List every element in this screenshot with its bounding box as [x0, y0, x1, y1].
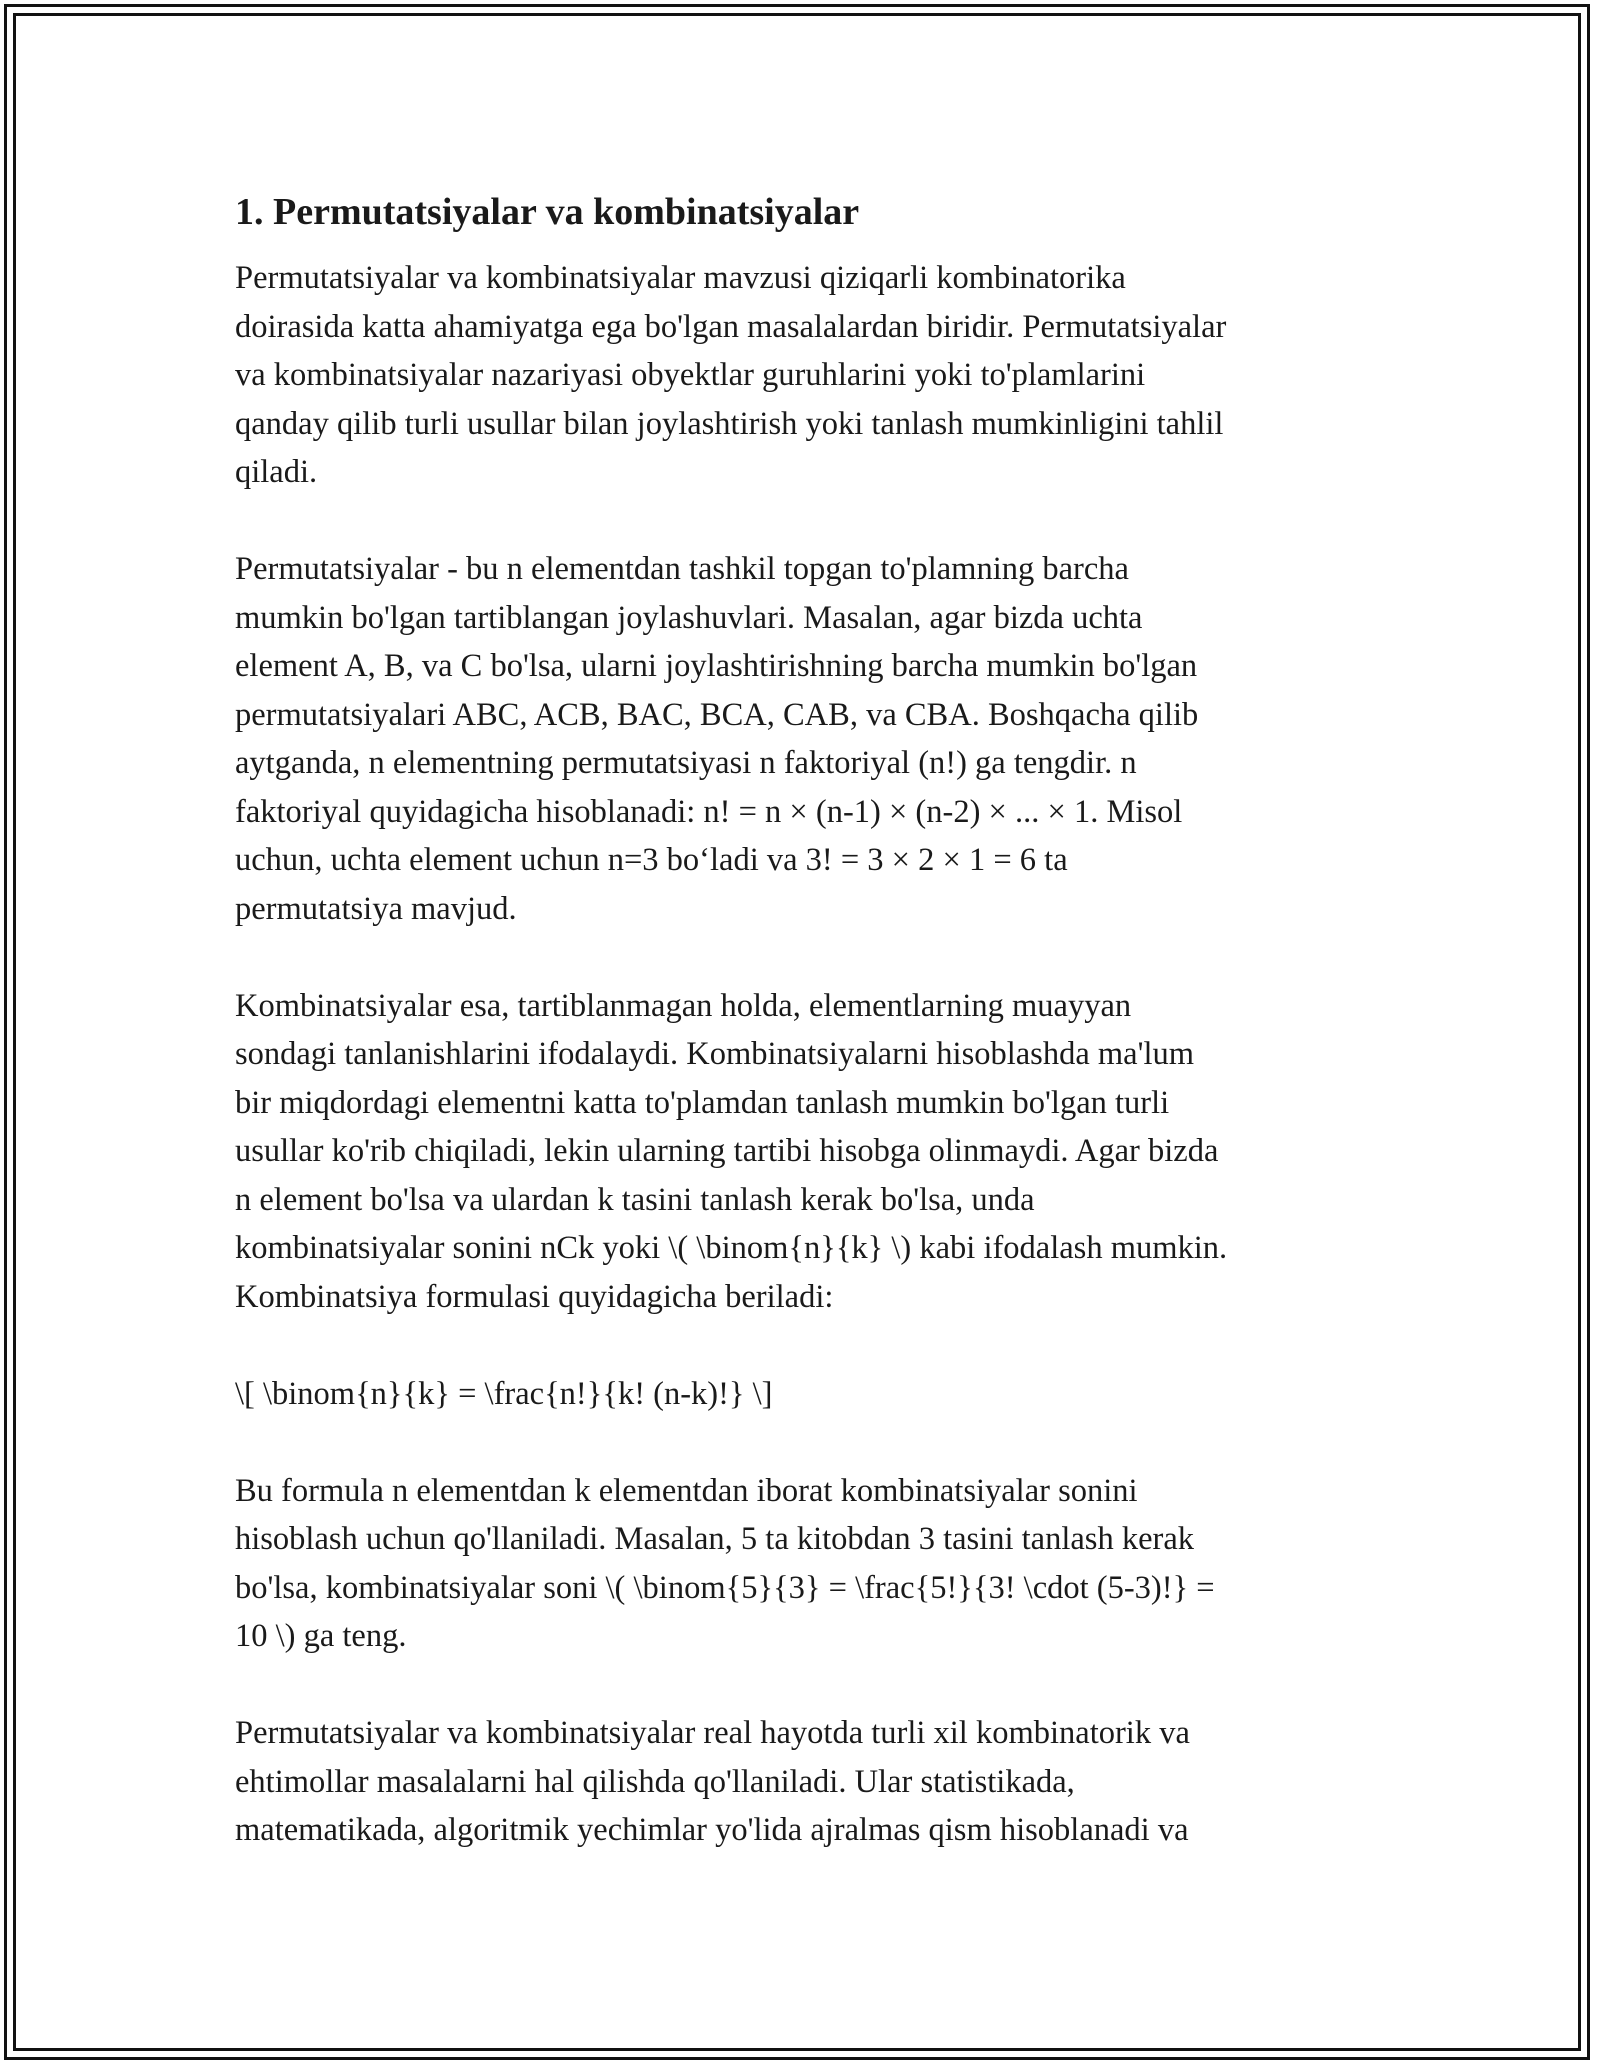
paragraph-applications: [235, 1709, 1365, 1855]
text-line: permutatsiyalari ABC, ACB, BAC, BCA, CAB, va CBA. Boshqacha qilib: [235, 696, 1199, 733]
text-line: element A, B, va C bo'lsa, ularni joylashtirishning barcha mumkin bo'lgan: [235, 648, 1198, 684]
paragraph-permutations: [235, 545, 1365, 933]
text-line: bo'lsa, kombinatsiyalar soni \( \binom{5}{3} = \frac{5!}{3! \cdot (5-3)!} =: [235, 1569, 1215, 1606]
section-heading: 1. Permutatsiyalar va kombinatsiyalar: [235, 191, 860, 233]
text-line: hisoblash uchun qo'llaniladi. Masalan, 5 ta kitobdan 3 tasini tanlash kerak: [235, 1521, 1194, 1557]
text-line: doirasida katta ahamiyatga ega bo'lgan masalalardan biridir. Permutatsiyalar: [235, 308, 1227, 345]
text-line: faktoriyal quyidagicha hisoblanadi: n! = n × (n-1) × (n-2) × ... × 1. Misol: [235, 793, 1183, 830]
document-body: [235, 186, 1365, 1903]
text-line: Permutatsiyalar - bu n elementdan tashkil topgan to'plamning barcha: [235, 551, 1129, 587]
text-line: Permutatsiyalar va kombinatsiyalar mavzusi qiziqarli kombinatorika: [235, 260, 1126, 296]
text-line: Permutatsiyalar va kombinatsiyalar real hayotda turli xil kombinatorik va: [235, 1715, 1190, 1751]
formula-line: \[ \binom{n}{k} = \frac{n!}{k! (n-k)!} \]: [235, 1375, 773, 1412]
text-line: mumkin bo'lgan tartiblangan joylashuvlari. Masalan, agar bizda uchta: [235, 599, 1143, 636]
text-line: permutatsiya mavjud.: [235, 890, 517, 927]
text-line: usullar ko'rib chiqiladi, lekin ularning tartibi hisobga olinmaydi. Agar bizda: [235, 1133, 1219, 1169]
text-line: Kombinatsiyalar esa, tartiblanmagan holda, elementlarning muayyan: [235, 987, 1132, 1024]
text-line: va kombinatsiyalar nazariyasi obyektlar guruhlarini yoki to'plamlarini: [235, 357, 1146, 393]
paragraph-combinations: [235, 982, 1365, 1322]
text-line: 10 \) ga teng.: [235, 1618, 407, 1654]
text-line: kombinatsiyalar sonini nCk yoki \( \binom{n}{k} \) kabi ifodalash mumkin.: [235, 1230, 1228, 1266]
text-line: ehtimollar masalalarni hal qilishda qo'llaniladi. Ular statistikada,: [235, 1763, 1075, 1800]
text-line: n element bo'lsa va ulardan k tasini tanlash kerak bo'lsa, unda: [235, 1181, 1035, 1218]
text-line: qiladi.: [235, 454, 318, 490]
text-line: bir miqdordagi elementni katta to'plamdan tanlash mumkin bo'lgan turli: [235, 1084, 1170, 1121]
text-line: qanday qilib turli usullar bilan joylashtirish yoki tanlash mumkinligini tahlil: [235, 405, 1224, 442]
text-line: aytganda, n elementning permutatsiyasi n faktoriyal (n!) ga tengdir. n: [235, 745, 1137, 781]
paragraph-formula-example: [235, 1467, 1365, 1661]
text-line: Kombinatsiya formulasi quyidagicha beriladi:: [235, 1278, 834, 1315]
paragraph-intro: [235, 254, 1365, 497]
text-line: sondagi tanlanishlarini ifodalaydi. Kombinatsiyalarni hisoblashda ma'lum: [235, 1036, 1195, 1072]
formula-combination: [235, 1370, 1365, 1419]
text-line: Bu formula n elementdan k elementdan iborat kombinatsiyalar sonini: [235, 1472, 1138, 1509]
text-line: matematikada, algoritmik yechimlar yo'lida ajralmas qism hisoblanadi va: [235, 1812, 1189, 1848]
text-line: uchun, uchta element uchun n=3 bo‘ladi va 3! = 3 × 2 × 1 = 6 ta: [235, 842, 1068, 878]
